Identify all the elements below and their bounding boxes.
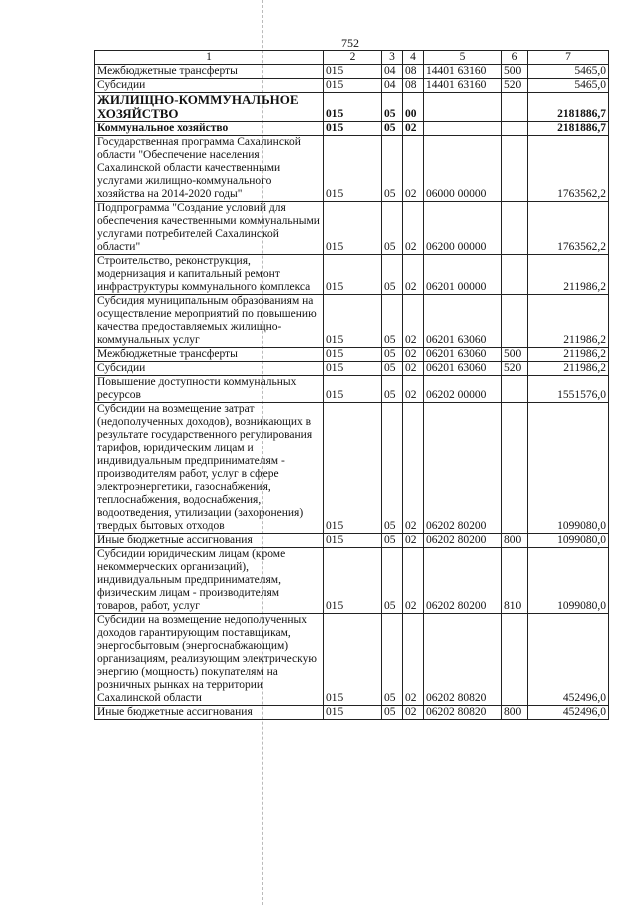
- cell-c6: 800: [502, 706, 528, 720]
- cell-c2: 015: [324, 362, 382, 376]
- cell-c2: 015: [324, 255, 382, 295]
- cell-c4: 02: [403, 348, 424, 362]
- cell-amount: 2181886,7: [528, 93, 609, 122]
- cell-c4: 08: [403, 79, 424, 93]
- cell-c2: 015: [324, 534, 382, 548]
- cell-c2: 015: [324, 122, 382, 136]
- cell-c5: 06202 00000: [424, 376, 502, 403]
- cell-c2: 015: [324, 403, 382, 534]
- cell-c3: 05: [382, 295, 403, 348]
- col-header: 2: [324, 51, 382, 65]
- cell-c2: 015: [324, 65, 382, 79]
- col-header: 1: [95, 51, 324, 65]
- cell-c3: 05: [382, 255, 403, 295]
- cell-c6: 810: [502, 548, 528, 614]
- cell-amount: 1551576,0: [528, 376, 609, 403]
- row-name: Строительство, реконструкция, модернизация и капитальный ремонт инфраструктуры коммунального комплекса: [95, 255, 324, 295]
- cell-c3: 05: [382, 534, 403, 548]
- cell-c3: 05: [382, 202, 403, 255]
- table-row: [95, 534, 609, 548]
- cell-amount: 5465,0: [528, 79, 609, 93]
- cell-c2: 015: [324, 202, 382, 255]
- cell-c6: [502, 93, 528, 122]
- cell-c2: 015: [324, 706, 382, 720]
- table-row: [95, 706, 609, 720]
- cell-c2: 015: [324, 295, 382, 348]
- row-name: Повышение доступности коммунальных ресурсов: [95, 376, 324, 403]
- cell-c3: 05: [382, 706, 403, 720]
- cell-c4: 02: [403, 534, 424, 548]
- cell-c2: 015: [324, 79, 382, 93]
- cell-c6: [502, 255, 528, 295]
- row-name: Субсидии на возмещение недополученных доходов гарантирующим поставщикам, энергосбытовым (энергоснабжающим) организациям, реализующим электрическую энергию (мощность) покупателям на розничных рынках на территории Сахалинской области: [95, 614, 324, 706]
- table-row: [95, 136, 609, 202]
- cell-amount: 1099080,0: [528, 534, 609, 548]
- cell-c4: 02: [403, 548, 424, 614]
- row-name: Субсидии: [95, 362, 324, 376]
- table-row: [95, 295, 609, 348]
- cell-c2: 015: [324, 614, 382, 706]
- cell-c6: 500: [502, 348, 528, 362]
- cell-amount: 211986,2: [528, 348, 609, 362]
- table-row-section: [95, 93, 609, 122]
- cell-c6: [502, 202, 528, 255]
- cell-amount: 211986,2: [528, 362, 609, 376]
- cell-c6: [502, 614, 528, 706]
- cell-c5: 06202 80200: [424, 548, 502, 614]
- cell-amount: 452496,0: [528, 614, 609, 706]
- row-name: Межбюджетные трансферты: [95, 348, 324, 362]
- cell-c5: 06202 80820: [424, 706, 502, 720]
- col-header: 3: [382, 51, 403, 65]
- cell-amount: 1763562,2: [528, 202, 609, 255]
- row-name: Коммунальное хозяйство: [95, 122, 324, 136]
- cell-amount: 211986,2: [528, 295, 609, 348]
- cell-c4: 02: [403, 362, 424, 376]
- cell-c5: 14401 63160: [424, 79, 502, 93]
- cell-c6: 520: [502, 362, 528, 376]
- cell-c6: 800: [502, 534, 528, 548]
- row-name: Межбюджетные трансферты: [95, 65, 324, 79]
- cell-c6: [502, 295, 528, 348]
- cell-c4: 02: [403, 122, 424, 136]
- table-row: [95, 255, 609, 295]
- row-name: Иные бюджетные ассигнования: [95, 706, 324, 720]
- cell-c2: 015: [324, 348, 382, 362]
- cell-amount: 1099080,0: [528, 403, 609, 534]
- cell-c2: 015: [324, 376, 382, 403]
- table-row: [95, 79, 609, 93]
- cell-c3: 05: [382, 548, 403, 614]
- cell-c4: 02: [403, 376, 424, 403]
- cell-c6: [502, 122, 528, 136]
- cell-c5: 06202 80200: [424, 403, 502, 534]
- header-row: [95, 51, 609, 65]
- row-name: Иные бюджетные ассигнования: [95, 534, 324, 548]
- row-name: Субсидии на возмещение затрат (недополученных доходов), возникающих в результате государственного регулирования тарифов, юридическим лицам и индивидуальным предпринимателям - производителям работ, услуг в сфере электроэнергетики, газоснабжения, теплоснабжения, водоснабжения, водоотведения, утилизации (захоронения) твердых бытовых отходов: [95, 403, 324, 534]
- row-name: Государственная программа Сахалинской области "Обеспечение населения Сахалинской области качественными услугами жилищно-коммунального хозяйства на 2014-2020 годы": [95, 136, 324, 202]
- cell-c5: 06201 63060: [424, 362, 502, 376]
- cell-c3: 05: [382, 403, 403, 534]
- cell-c3: 05: [382, 614, 403, 706]
- table-row: [95, 614, 609, 706]
- cell-amount: 1763562,2: [528, 136, 609, 202]
- cell-c5: 14401 63160: [424, 65, 502, 79]
- cell-c4: 00: [403, 93, 424, 122]
- cell-c4: 02: [403, 136, 424, 202]
- col-header: 4: [403, 51, 424, 65]
- cell-c5: 06201 63060: [424, 348, 502, 362]
- cell-c4: 02: [403, 706, 424, 720]
- cell-amount: 5465,0: [528, 65, 609, 79]
- cell-c5: [424, 122, 502, 136]
- table-row: [95, 376, 609, 403]
- cell-c6: 520: [502, 79, 528, 93]
- row-name: Подпрограмма "Создание условий для обеспечения качественными коммунальными услугами потребителей Сахалинской области": [95, 202, 324, 255]
- table-row: [95, 362, 609, 376]
- table-row: [95, 548, 609, 614]
- table-row: [95, 65, 609, 79]
- table-row: [95, 348, 609, 362]
- cell-c4: 02: [403, 295, 424, 348]
- cell-c4: 02: [403, 403, 424, 534]
- cell-c5: 06202 80820: [424, 614, 502, 706]
- cell-amount: 2181886,7: [528, 122, 609, 136]
- cell-c3: 05: [382, 93, 403, 122]
- cell-c4: 02: [403, 255, 424, 295]
- row-name: Субсидии юридическим лицам (кроме некоммерческих организаций), индивидуальным предпринимателям, физическим лицам - производителям товаров, работ, услуг: [95, 548, 324, 614]
- cell-c2: 015: [324, 93, 382, 122]
- cell-c4: 02: [403, 202, 424, 255]
- cell-c6: [502, 136, 528, 202]
- table-row: [95, 403, 609, 534]
- cell-c6: 500: [502, 65, 528, 79]
- cell-c3: 05: [382, 362, 403, 376]
- cell-c5: [424, 93, 502, 122]
- cell-c3: 05: [382, 136, 403, 202]
- cell-c6: [502, 376, 528, 403]
- cell-c3: 04: [382, 79, 403, 93]
- cell-c4: 08: [403, 65, 424, 79]
- cell-amount: 1099080,0: [528, 548, 609, 614]
- page-number: 752: [341, 36, 359, 50]
- cell-amount: 211986,2: [528, 255, 609, 295]
- cell-c6: [502, 403, 528, 534]
- cell-c5: 06201 63060: [424, 295, 502, 348]
- row-name: ЖИЛИЩНО-КОММУНАЛЬНОЕ ХОЗЯЙСТВО: [95, 93, 324, 122]
- col-header: 5: [424, 51, 502, 65]
- cell-c5: 06000 00000: [424, 136, 502, 202]
- cell-c3: 04: [382, 65, 403, 79]
- row-name: Субсидия муниципальным образованиям на осуществление мероприятий по повышению качества предоставляемых жилищно-коммунальных услуг: [95, 295, 324, 348]
- table-row: [95, 202, 609, 255]
- row-name: Субсидии: [95, 79, 324, 93]
- cell-c5: 06200 00000: [424, 202, 502, 255]
- cell-c3: 05: [382, 376, 403, 403]
- budget-table: [94, 50, 609, 720]
- cell-c2: 015: [324, 548, 382, 614]
- col-header: 7: [528, 51, 609, 65]
- col-header: 6: [502, 51, 528, 65]
- cell-c2: 015: [324, 136, 382, 202]
- cell-c3: 05: [382, 122, 403, 136]
- cell-c5: 06202 80200: [424, 534, 502, 548]
- cell-c4: 02: [403, 614, 424, 706]
- table-row-subsection: [95, 122, 609, 136]
- cell-amount: 452496,0: [528, 706, 609, 720]
- cell-c5: 06201 00000: [424, 255, 502, 295]
- cell-c3: 05: [382, 348, 403, 362]
